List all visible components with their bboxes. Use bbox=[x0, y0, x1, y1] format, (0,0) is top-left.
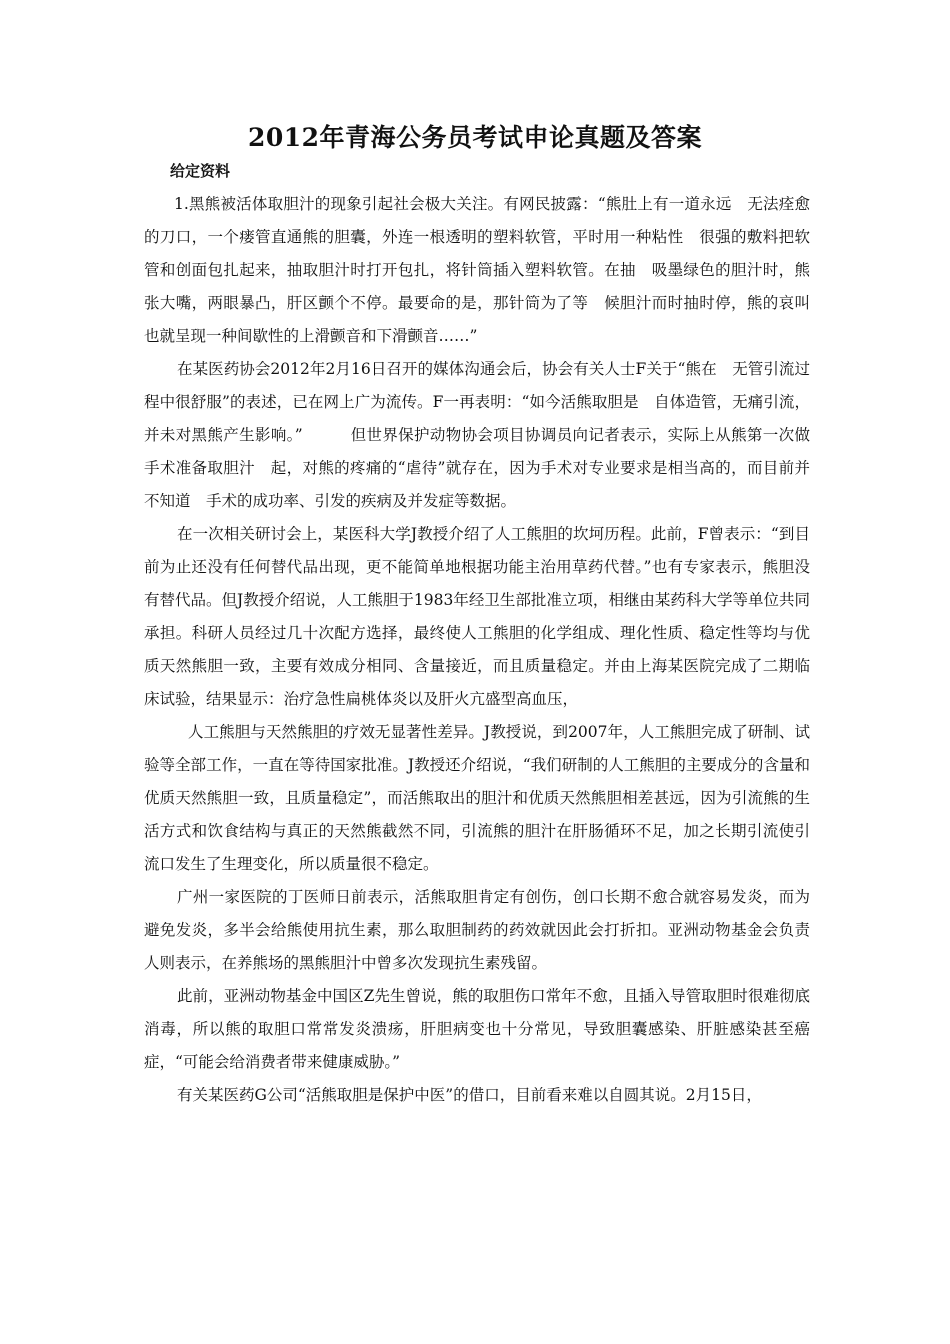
paragraph-7: 有关某医药G公司“活熊取胆是保护中医”的借口，目前看来难以自圆其说。2月15日， bbox=[177, 1086, 762, 1104]
paragraph-5: 广州一家医院的丁医师日前表示，活熊取胆肯定有创伤，创口长期不愈合就容易发炎，而为避免发炎，多半会给熊使用抗生素，那么取胆制药的药效就因此会打折扣。亚洲动物基金会负责人则表示，在养熊场的黑熊胆汁中曾多次发现抗生素残留。 bbox=[144, 888, 810, 972]
paragraph-3: 在一次相关研讨会上，某医科大学J教授介绍了人工熊胆的坎坷历程。此前，F曾表示：“到目前为止还没有任何替代品出现，更不能简单地根据功能主治用草药代替。”也有专家表示，熊胆没有替代品。但J教授介绍说，人工熊胆于1983年经卫生部批准立项，相继由某药科大学等单位共同承担。科研人员经过几十次配方选择，最终使人工熊胆的化学组成、理化性质、稳定性等均与优质天然熊胆一致，主要有效成分相同、含量接近，而且质量稳定。并由上海某医院完成了二期临床试验，结果显示：治疗急性扁桃体炎以及肝火亢盛型高血压， bbox=[144, 525, 810, 708]
document-title: 2012年青海公务员考试申论真题及答案 bbox=[247, 123, 703, 152]
paragraph-4: 人工熊胆与天然熊胆的疗效无显著性差异。J教授说，到2007年，人工熊胆完成了研制、试验等全部工作，一直在等待国家批准。J教授还介绍说，“我们研制的人工熊胆的主要成分的含量和优质天然熊胆一致，且质量稳定”，而活熊取出的胆汁和优质天然熊胆相差甚远，因为引流熊的生活方式和饮食结构与真正的天然熊截然不同，引流熊的胆汁在肝肠循环不足，加之长期引流使引流口发生了生理变化，所以质量很不稳定。 bbox=[144, 723, 810, 873]
document-body bbox=[144, 188, 810, 1112]
section-heading: 给定资料 bbox=[170, 162, 231, 180]
paragraph-6: 此前，亚洲动物基金中国区Z先生曾说，熊的取胆伤口常年不愈，且插入导管取胆时很难彻底消毒，所以熊的取胆口常常发炎溃疡，肝胆病变也十分常见，导致胆囊感染、肝脏感染甚至癌症，“可能会给消费者带来健康威胁。” bbox=[144, 987, 810, 1071]
paragraph-2: 在某医药协会2012年2月16日召开的媒体沟通会后，协会有关人士F关于“熊在 无管引流过程中很舒服”的表述，已在网上广为流传。F一再表明：“如今活熊取胆是 自体造管，无痛引流，并未对黑熊产生影响。” 但世界保护动物协会项目协调员向记者表示，实际上从熊第一次做手术准备取胆汁 起，对熊的疼痛的“虐待”就存在，因为手术对专业要求是相当高的，而目前并不知道 手术的成功率、引发的疾病及并发症等数据。 bbox=[144, 360, 810, 510]
paragraph-1: 1.黑熊被活体取胆汁的现象引起社会极大关注。有网民披露：“熊肚上有一道永远 无法痊愈的刀口，一个瘘管直通熊的胆囊，外连一根透明的塑料软管，平时用一种粘性 很强的敷料把软管和创面包扎起来，抽取胆汁时打开包扎，将针筒插入塑料软管。在抽 吸墨绿色的胆汁时，熊张大嘴，两眼暴凸，肝区颤个不停。最要命的是，那针筒为了等 候胆汁而时抽时停，熊的哀叫也就呈现一种间歇性的上滑颤音和下滑颤音……” bbox=[144, 195, 810, 345]
